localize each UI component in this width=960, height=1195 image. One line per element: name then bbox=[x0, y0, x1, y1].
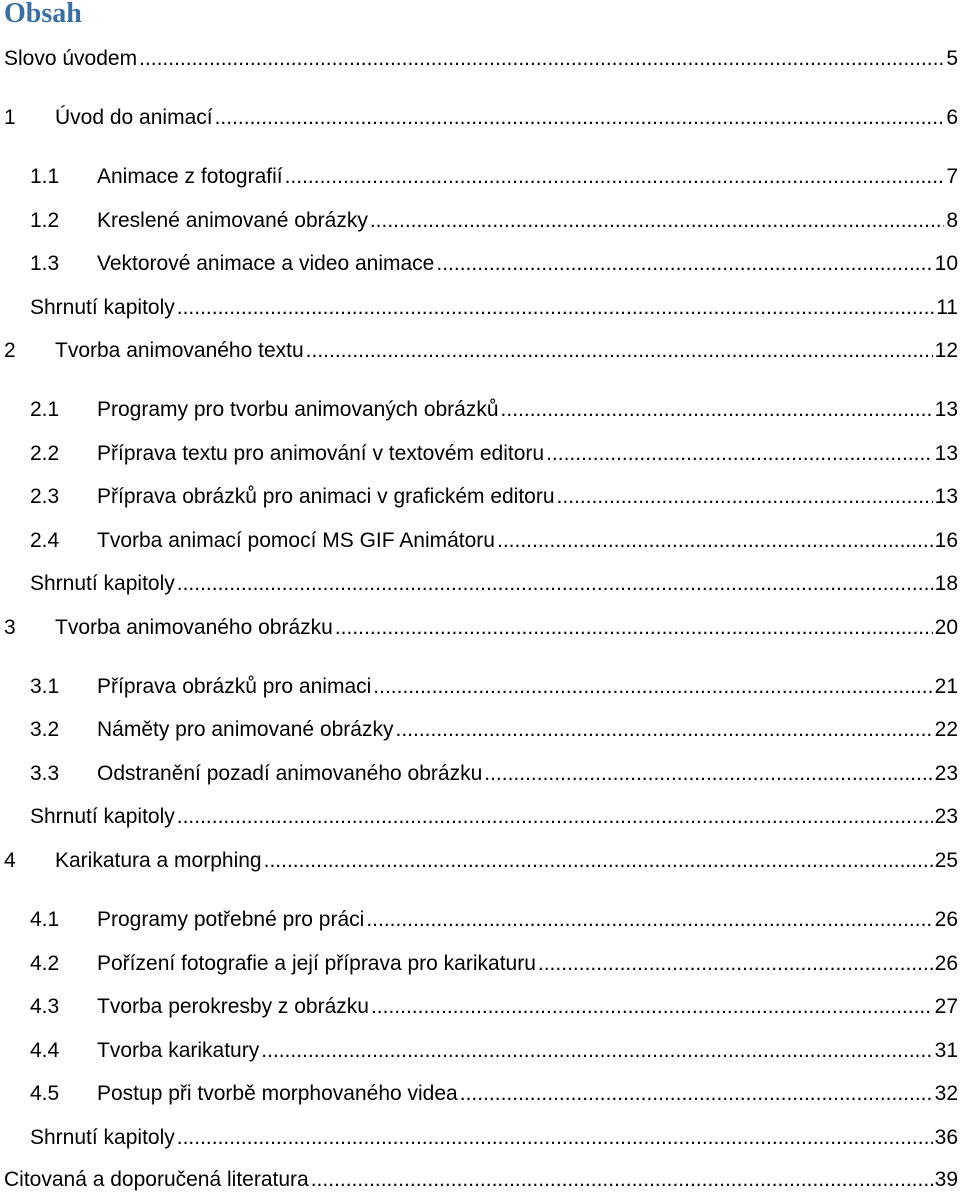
toc-entry[interactable] bbox=[4, 1166, 960, 1194]
toc-entry-label: Karikatura a morphing bbox=[55, 849, 262, 872]
toc-entry-number: 3 bbox=[4, 616, 16, 639]
toc-entry-page: 13 bbox=[934, 485, 958, 508]
toc-entry-number: 2.4 bbox=[30, 529, 60, 552]
toc-entry-page: 5 bbox=[946, 47, 958, 70]
toc-entry[interactable] bbox=[30, 716, 960, 744]
toc-entry-page: 39 bbox=[934, 1168, 958, 1191]
toc-entry-label: Úvod do animací bbox=[55, 106, 213, 129]
toc-entry-page: 26 bbox=[934, 952, 958, 975]
toc-entry[interactable] bbox=[30, 1080, 960, 1108]
toc-entry-number: 4.4 bbox=[30, 1039, 60, 1062]
toc-entry-number: 2.2 bbox=[30, 442, 60, 465]
toc-entry-label: Tvorba animovaného textu bbox=[55, 339, 304, 362]
toc-entry-number: 3.1 bbox=[30, 675, 60, 698]
toc-entry[interactable] bbox=[30, 673, 960, 701]
toc-entry[interactable] bbox=[4, 614, 960, 642]
toc-entry[interactable] bbox=[30, 1124, 960, 1152]
toc-entry-label: Shrnutí kapitoly bbox=[30, 805, 175, 828]
toc-dot-leader bbox=[264, 847, 933, 875]
toc-dot-leader bbox=[306, 337, 933, 365]
toc-entry-page: 26 bbox=[934, 908, 958, 931]
toc-entry-label: Shrnutí kapitoly bbox=[30, 572, 175, 595]
toc-entry-label: Shrnutí kapitoly bbox=[30, 1126, 175, 1149]
toc-dot-leader bbox=[366, 906, 932, 934]
toc-entry-label: Postup při tvorbě morphovaného videa bbox=[97, 1082, 458, 1105]
toc-entry-page: 32 bbox=[934, 1082, 958, 1105]
toc-entry-page: 20 bbox=[934, 616, 958, 639]
toc-entry[interactable] bbox=[30, 483, 960, 511]
toc-entry-page: 10 bbox=[934, 252, 958, 275]
toc-entry-number: 1.1 bbox=[30, 165, 60, 188]
toc-entry-page: 18 bbox=[934, 572, 958, 595]
toc-dot-leader bbox=[395, 716, 932, 744]
toc-entry-number: 1 bbox=[4, 106, 16, 129]
toc-entry[interactable] bbox=[30, 1037, 960, 1065]
toc-dot-leader bbox=[261, 1037, 932, 1065]
toc-dot-leader bbox=[370, 207, 944, 235]
toc-dot-leader bbox=[484, 760, 932, 788]
toc-entry[interactable] bbox=[30, 760, 960, 788]
toc-entry[interactable] bbox=[30, 993, 960, 1021]
toc-entry[interactable] bbox=[30, 950, 960, 978]
toc-entry[interactable] bbox=[4, 337, 960, 365]
toc-entry-label: Náměty pro animované obrázky bbox=[97, 718, 394, 741]
toc-entry[interactable] bbox=[30, 163, 960, 191]
toc-dot-leader bbox=[177, 294, 934, 322]
toc-entry-label: Slovo úvodem bbox=[4, 47, 138, 70]
toc-entry[interactable] bbox=[4, 847, 960, 875]
toc-entry[interactable] bbox=[4, 45, 960, 73]
toc-entry-page: 25 bbox=[934, 849, 958, 872]
toc-dot-leader bbox=[538, 950, 933, 978]
toc-entry-page: 13 bbox=[934, 398, 958, 421]
toc-dot-leader bbox=[501, 396, 933, 424]
toc-entry-page: 23 bbox=[934, 762, 958, 785]
toc-entry-number: 4.5 bbox=[30, 1082, 60, 1105]
toc-entry-label: Příprava obrázků pro animaci v grafickém editoru bbox=[97, 485, 555, 508]
toc-entry-page: 13 bbox=[934, 442, 958, 465]
toc-dot-leader bbox=[557, 483, 933, 511]
toc-dot-leader bbox=[460, 1080, 933, 1108]
toc-entry-label: Příprava obrázků pro animaci bbox=[97, 675, 372, 698]
toc-dot-leader bbox=[139, 45, 944, 73]
toc-entry-number: 4.3 bbox=[30, 995, 60, 1018]
toc-dot-leader bbox=[546, 440, 933, 468]
toc-entry-number: 1.3 bbox=[30, 252, 60, 275]
toc-entry-page: 21 bbox=[934, 675, 958, 698]
toc-dot-leader bbox=[177, 1124, 933, 1152]
toc-dot-leader bbox=[285, 163, 945, 191]
toc-entry-page: 8 bbox=[946, 209, 958, 232]
toc-dot-leader bbox=[436, 250, 932, 278]
toc-entry-page: 16 bbox=[934, 529, 958, 552]
toc-entry[interactable] bbox=[30, 570, 960, 598]
page-title: Obsah bbox=[4, 0, 82, 29]
toc-entry-page: 12 bbox=[934, 339, 958, 362]
toc-entry-page: 36 bbox=[934, 1126, 958, 1149]
toc-entry-label: Vektorové animace a video animace bbox=[97, 252, 435, 275]
toc-entry-label: Odstranění pozadí animovaného obrázku bbox=[97, 762, 483, 785]
toc-entry-label: Tvorba animovaného obrázku bbox=[55, 616, 333, 639]
toc-entry-page: 23 bbox=[934, 805, 958, 828]
toc-entry-label: Animace z fotografií bbox=[97, 165, 283, 188]
toc-entry-label: Shrnutí kapitoly bbox=[30, 296, 175, 319]
toc-entry-label: Kreslené animované obrázky bbox=[97, 209, 368, 232]
toc-dot-leader bbox=[497, 527, 933, 555]
toc-entry[interactable] bbox=[30, 294, 960, 322]
toc-entry-number: 2.3 bbox=[30, 485, 60, 508]
toc-entry-page: 27 bbox=[934, 995, 958, 1018]
toc-entry-number: 1.2 bbox=[30, 209, 60, 232]
toc-entry-label: Tvorba animací pomocí MS GIF Animátoru bbox=[97, 529, 495, 552]
toc-dot-leader bbox=[335, 614, 933, 642]
toc-entry-label: Citovaná a doporučená literatura bbox=[4, 1168, 309, 1191]
toc-entry-number: 3.3 bbox=[30, 762, 60, 785]
toc-entry[interactable] bbox=[4, 104, 960, 132]
toc-entry-label: Programy potřebné pro práci bbox=[97, 908, 365, 931]
toc-entry[interactable] bbox=[30, 207, 960, 235]
toc-entry-number: 2 bbox=[4, 339, 16, 362]
toc-dot-leader bbox=[371, 993, 933, 1021]
toc-entry[interactable] bbox=[30, 527, 960, 555]
toc-entry-page: 6 bbox=[946, 106, 958, 129]
toc-entry-number: 4.2 bbox=[30, 952, 60, 975]
toc-entry-label: Tvorba perokresby z obrázku bbox=[97, 995, 369, 1018]
toc-entry-number: 4.1 bbox=[30, 908, 60, 931]
toc-dot-leader bbox=[373, 673, 932, 701]
toc-entry-label: Pořízení fotografie a její příprava pro karikaturu bbox=[97, 952, 536, 975]
toc-dot-leader bbox=[177, 803, 933, 831]
toc-entry[interactable] bbox=[30, 803, 960, 831]
toc-entry[interactable] bbox=[30, 906, 960, 934]
toc-entry-number: 4 bbox=[4, 849, 16, 872]
toc-dot-leader bbox=[311, 1166, 933, 1194]
toc-entry[interactable] bbox=[30, 396, 960, 424]
toc-entry[interactable] bbox=[30, 250, 960, 278]
toc-entry-page: 31 bbox=[934, 1039, 958, 1062]
toc-entry-page: 7 bbox=[946, 165, 958, 188]
toc-entry-label: Tvorba karikatury bbox=[97, 1039, 260, 1062]
toc-entry-page: 11 bbox=[936, 296, 958, 319]
toc-entry-number: 3.2 bbox=[30, 718, 60, 741]
toc-dot-leader bbox=[177, 570, 933, 598]
toc-entry-page: 22 bbox=[934, 718, 958, 741]
toc-entry-number: 2.1 bbox=[30, 398, 60, 421]
toc-entry-label: Příprava textu pro animování v textovém editoru bbox=[97, 442, 545, 465]
toc-entry[interactable] bbox=[30, 440, 960, 468]
toc-dot-leader bbox=[215, 104, 945, 132]
toc-entry-label: Programy pro tvorbu animovaných obrázků bbox=[97, 398, 499, 421]
